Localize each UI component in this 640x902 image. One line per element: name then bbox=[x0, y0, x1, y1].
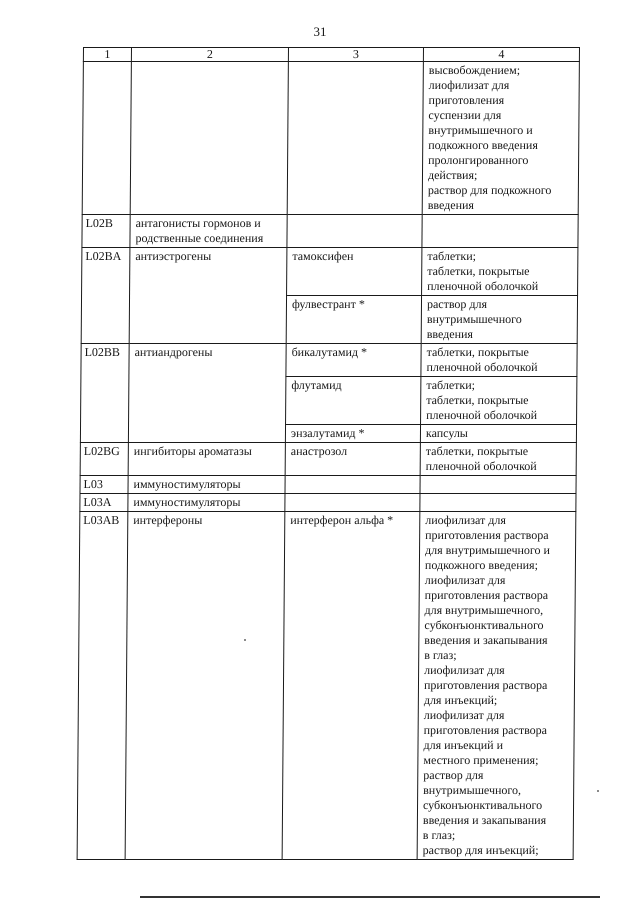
dosage-form-line: таблетки, покрытые bbox=[426, 393, 529, 407]
dosage-form-line: введения и закапывания bbox=[424, 633, 548, 647]
page-number: 31 bbox=[313, 24, 327, 39]
dosage-form-line: раствор для подкожного bbox=[427, 183, 552, 197]
dosage-form-line: для инъекций и bbox=[423, 738, 504, 752]
group-line: родственные соединения bbox=[135, 231, 264, 245]
dosage-form-line: лиофилизат для bbox=[424, 573, 506, 587]
dosage-form-line: введения и закапывания bbox=[422, 813, 547, 827]
dosage-form-line: приготовления раствора bbox=[423, 723, 548, 737]
drug-name: тамоксифен bbox=[292, 249, 354, 263]
dosage-form-cell bbox=[421, 344, 577, 377]
atc-code-cell: L03AB bbox=[77, 512, 128, 860]
column-header-4: 4 bbox=[423, 48, 579, 62]
table-row bbox=[80, 476, 576, 494]
dosage-form-line: в глаз; bbox=[424, 648, 457, 662]
group-cell bbox=[129, 248, 287, 344]
dosage-form-line: в глаз; bbox=[422, 828, 456, 842]
group-cell bbox=[128, 344, 286, 443]
drug-cell bbox=[282, 512, 420, 860]
dosage-form-line: приготовления раствора bbox=[425, 528, 549, 542]
dosage-form-line: раствор для инъекций; bbox=[422, 843, 539, 857]
scan-edge-line bbox=[140, 896, 600, 898]
column-header-2: 2 bbox=[131, 48, 288, 62]
group-cell bbox=[128, 476, 285, 494]
drug-name: фулвестрант * bbox=[291, 297, 365, 311]
group-line: иммуностимуляторы bbox=[133, 477, 241, 491]
dosage-form-cell bbox=[420, 443, 576, 476]
drug-cell bbox=[285, 443, 420, 476]
dosage-form-line: для инъекций; bbox=[423, 693, 498, 707]
dosage-form-cell bbox=[422, 248, 578, 296]
drug-cell bbox=[285, 425, 420, 443]
atc-code-cell: L02B bbox=[82, 215, 130, 248]
column-header-1: 1 bbox=[83, 48, 131, 62]
dosage-form-line: суспензии для bbox=[428, 108, 502, 122]
dosage-form-line: лиофилизат для bbox=[424, 663, 505, 677]
dosage-form-line: пленочной оболочкой bbox=[426, 408, 538, 422]
group-cell bbox=[130, 215, 287, 248]
dosage-form-line: лиофилизат для bbox=[423, 708, 505, 722]
drug-name: анастрозол bbox=[290, 444, 348, 458]
dosage-form-line: введения bbox=[427, 198, 475, 212]
dosage-form-line: субконъюнктивального bbox=[422, 798, 543, 812]
atc-code-cell: L02BG bbox=[80, 443, 128, 476]
scan-speck bbox=[244, 639, 246, 641]
group-cell bbox=[128, 443, 285, 476]
dosage-form-line: раствор для bbox=[423, 768, 484, 782]
table-row bbox=[80, 494, 576, 512]
atc-code-cell: L03A bbox=[80, 494, 128, 512]
dosage-form-line: высвобождением; bbox=[428, 63, 521, 77]
drug-cell bbox=[287, 62, 423, 215]
dosage-form-line: подкожного введения; bbox=[424, 558, 538, 572]
group-cell bbox=[130, 62, 288, 215]
dosage-form-line: субконъюнктивального bbox=[424, 618, 544, 632]
table-row bbox=[82, 215, 578, 248]
dosage-form-line: внутримышечного, bbox=[423, 783, 522, 797]
drug-cell bbox=[286, 344, 421, 377]
group-cell bbox=[128, 494, 285, 512]
dosage-form-cell bbox=[421, 377, 577, 425]
drug-cell bbox=[285, 494, 420, 512]
dosage-form-line: лиофилизат для bbox=[428, 78, 510, 92]
dosage-form-cell bbox=[417, 512, 576, 860]
dosage-form-line: введения bbox=[426, 327, 474, 341]
drug-cell bbox=[286, 296, 421, 344]
drug-name: интерферон альфа * bbox=[290, 513, 394, 527]
atc-code-cell bbox=[82, 62, 131, 215]
dosage-form-line: пленочной оболочкой bbox=[425, 459, 537, 473]
atc-code-cell: L02BB bbox=[80, 344, 129, 443]
dosage-form-line: внутримышечного и bbox=[428, 123, 533, 137]
dosage-form-line: приготовления раствора bbox=[423, 678, 548, 692]
dosage-form-line: действия; bbox=[427, 168, 478, 182]
dosage-form-line: пленочной оболочкой bbox=[427, 279, 539, 293]
dosage-form-line: лиофилизат для bbox=[425, 513, 506, 527]
group-line: иммуностимуляторы bbox=[133, 495, 241, 509]
dosage-form-cell bbox=[422, 215, 578, 248]
dosage-form-line: таблетки, покрытые bbox=[426, 345, 529, 359]
drug-cell bbox=[287, 215, 422, 248]
scan-speck bbox=[597, 790, 599, 792]
dosage-form-line: таблетки; bbox=[427, 249, 477, 263]
table-row bbox=[80, 443, 576, 476]
drug-cell bbox=[287, 248, 422, 296]
dosage-form-line: пленочной оболочкой bbox=[426, 360, 538, 374]
table-row bbox=[81, 344, 577, 377]
header-row bbox=[83, 48, 579, 62]
dosage-form-line: приготовления раствора bbox=[424, 588, 549, 602]
table-container bbox=[77, 47, 579, 860]
table-row bbox=[77, 512, 576, 860]
group-line: антагонисты гормонов и bbox=[135, 216, 261, 230]
dosage-form-line: раствор для bbox=[426, 297, 488, 311]
dosage-form-line: приготовления bbox=[428, 93, 505, 107]
atc-code-cell: L03 bbox=[80, 476, 128, 494]
table-row bbox=[82, 62, 579, 215]
dosage-form-cell bbox=[422, 62, 579, 215]
dosage-form-cell bbox=[420, 494, 576, 512]
drug-table bbox=[77, 47, 580, 860]
dosage-form-line: внутримышечного bbox=[426, 312, 522, 326]
dosage-form-line: для внутримышечного и bbox=[424, 543, 551, 557]
dosage-form-line: подкожного введения bbox=[428, 138, 538, 152]
group-line: антиандрогены bbox=[134, 345, 213, 359]
dosage-form-line: таблетки, покрытые bbox=[427, 264, 530, 278]
dosage-form-line: таблетки, покрытые bbox=[425, 444, 529, 458]
group-line: интерфероны bbox=[133, 513, 203, 527]
dosage-form-line: для внутримышечного, bbox=[424, 603, 544, 617]
drug-name: бикалутамид * bbox=[291, 345, 368, 359]
table-row bbox=[82, 248, 578, 296]
dosage-form-cell bbox=[420, 476, 576, 494]
drug-cell bbox=[286, 377, 421, 425]
drug-cell bbox=[285, 476, 420, 494]
drug-name: флутамид bbox=[291, 378, 342, 392]
atc-code-cell: L02BA bbox=[81, 248, 130, 344]
group-line: ингибиторы ароматазы bbox=[133, 444, 252, 458]
group-line: антиэстрогены bbox=[135, 249, 212, 263]
dosage-form-line: капсулы bbox=[425, 426, 468, 440]
dosage-form-cell bbox=[420, 425, 576, 443]
dosage-form-line: местного применения; bbox=[423, 753, 539, 767]
dosage-form-cell bbox=[421, 296, 577, 344]
dosage-form-line: пролонгированного bbox=[428, 153, 529, 167]
group-cell bbox=[125, 512, 285, 860]
drug-name: энзалутамид * bbox=[290, 426, 365, 440]
column-header-3: 3 bbox=[288, 48, 423, 62]
dosage-form-line: таблетки; bbox=[426, 378, 476, 392]
